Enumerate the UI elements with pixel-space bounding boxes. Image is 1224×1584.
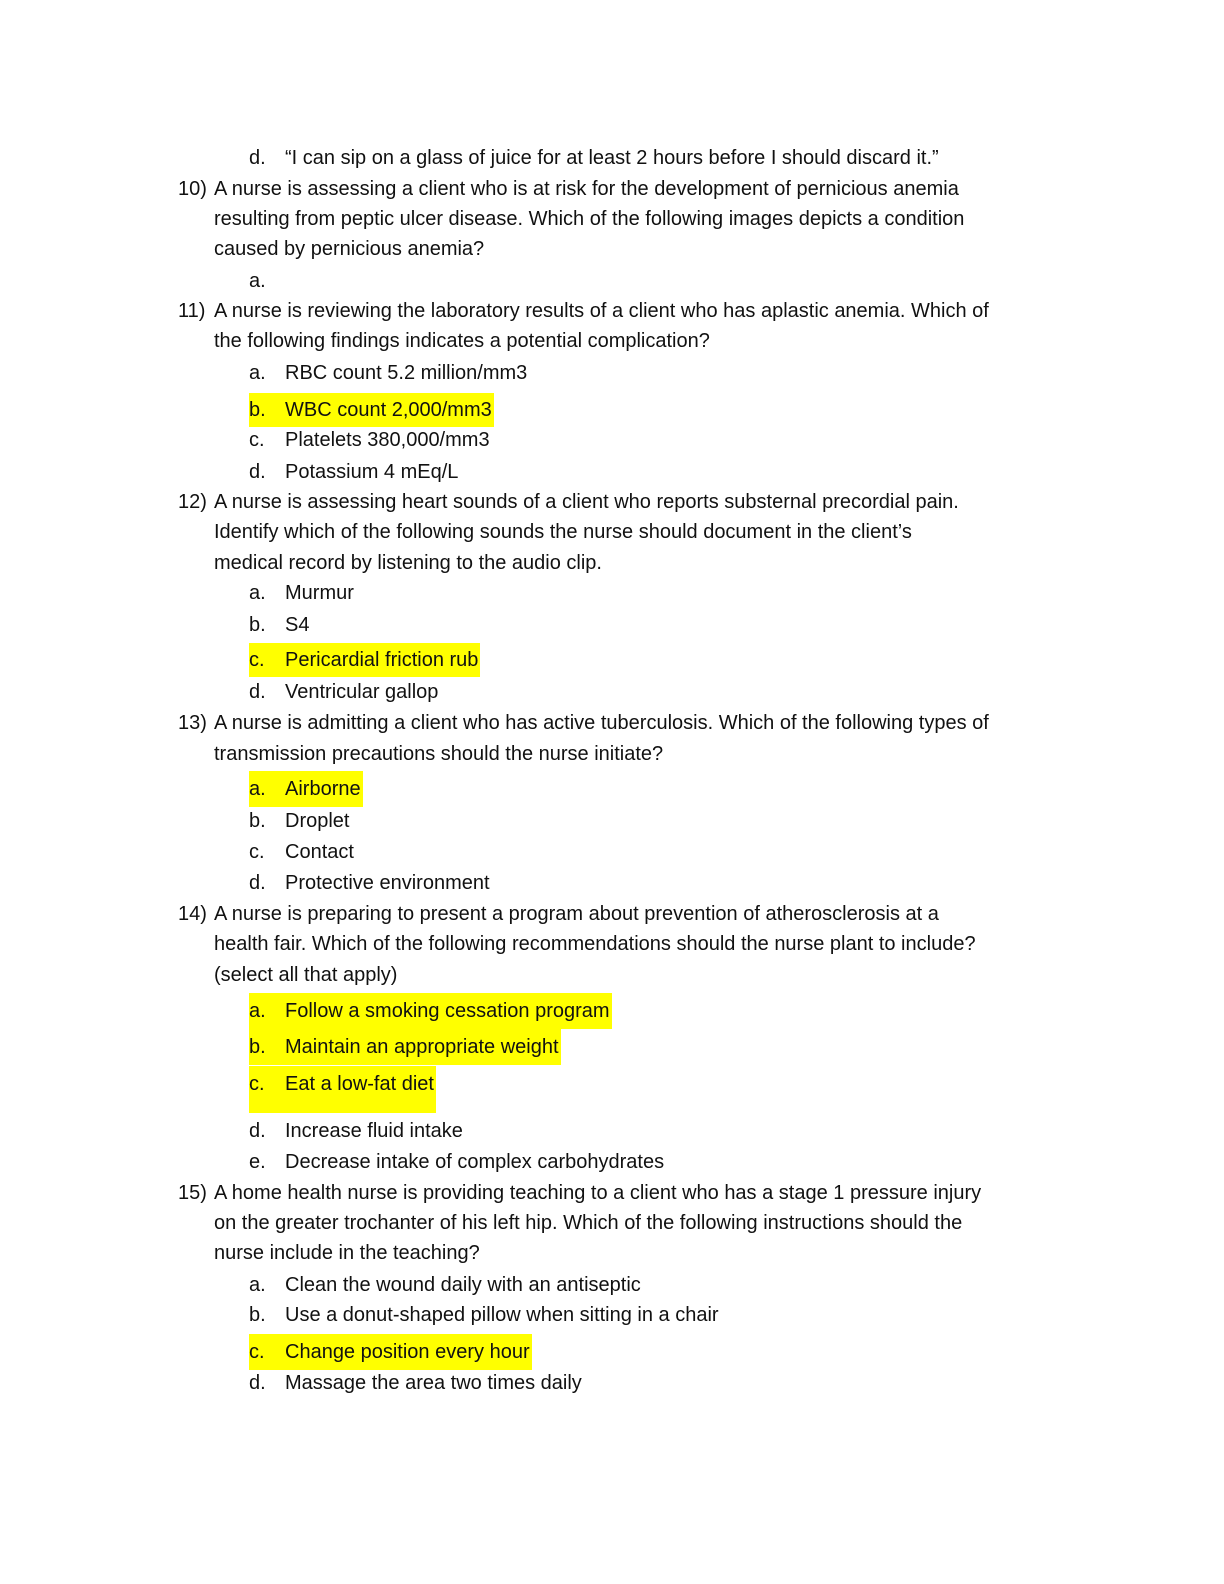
option-b: b. Use a donut-shaped pillow when sitting in a chair — [249, 1304, 719, 1326]
question-text: A home health nurse is providing teaching to a client who has a stage 1 pressure injury — [214, 1182, 982, 1204]
question-text: on the greater trochanter of his left hip. Which of the following instructions should the — [214, 1212, 963, 1234]
question-text: health fair. Which of the following recommendations should the nurse plant to include? — [214, 933, 976, 955]
option-a: a. — [249, 270, 266, 292]
question-text: A nurse is assessing a client who is at risk for the development of pernicious anemia — [214, 178, 959, 200]
option-b-highlighted: b. WBC count 2,000/mm3 — [249, 393, 494, 427]
option-a: a. Murmur — [249, 582, 354, 604]
option-d: d. Increase fluid intake — [249, 1120, 463, 1142]
question-text: A nurse is reviewing the laboratory results of a client who has aplastic anemia. Which of — [214, 300, 989, 322]
question-text: nurse include in the teaching? — [214, 1242, 480, 1264]
question-text: A nurse is preparing to present a program about prevention of atherosclerosis at a — [214, 903, 939, 925]
option-a-highlighted: a. Airborne — [249, 771, 363, 807]
question-number: 15) — [178, 1182, 207, 1204]
question-text: transmission precautions should the nurse initiate? — [214, 743, 664, 765]
option-c-highlighted: c. Eat a low-fat diet — [249, 1066, 436, 1113]
option-c: c. Platelets 380,000/mm3 — [249, 429, 490, 451]
option-c-highlighted: c. Pericardial friction rub — [249, 643, 480, 677]
question-number: 13) — [178, 712, 207, 734]
question-text: resulting from peptic ulcer disease. Which of the following images depicts a condition — [214, 208, 965, 230]
option-d: d. Protective environment — [249, 872, 490, 894]
question-text: caused by pernicious anemia? — [214, 238, 485, 260]
option-a: a. Clean the wound daily with an antiseptic — [249, 1274, 641, 1296]
question-text: (select all that apply) — [214, 964, 398, 986]
question-text: medical record by listening to the audio clip. — [214, 552, 602, 574]
option-b: b. S4 — [249, 614, 310, 636]
question-number: 11) — [178, 300, 206, 322]
option-c: c. Contact — [249, 841, 354, 863]
option-b-highlighted: b. Maintain an appropriate weight — [249, 1029, 561, 1065]
option-d: d. Ventricular gallop — [249, 681, 439, 703]
question-number: 14) — [178, 903, 207, 925]
question-text: Identify which of the following sounds the nurse should document in the client’s — [214, 521, 912, 543]
option-e: e. Decrease intake of complex carbohydrates — [249, 1151, 665, 1173]
question-text: A nurse is assessing heart sounds of a client who reports substernal precordial pain. — [214, 491, 959, 513]
option-a-highlighted: a. Follow a smoking cessation program — [249, 993, 612, 1029]
option-d: d. Massage the area two times daily — [249, 1372, 582, 1394]
option-b: b. Droplet — [249, 810, 350, 832]
question-number: 10) — [178, 178, 207, 200]
option-d-prev: d. “I can sip on a glass of juice for at least 2 hours before I should discard it.” — [249, 147, 939, 169]
option-d: d. Potassium 4 mEq/L — [249, 461, 459, 483]
question-text: A nurse is admitting a client who has active tuberculosis. Which of the following types of — [214, 712, 989, 734]
option-a: a. RBC count 5.2 million/mm3 — [249, 362, 528, 384]
question-number: 12) — [178, 491, 207, 513]
option-c-highlighted: c. Change position every hour — [249, 1334, 532, 1370]
question-text: the following findings indicates a potential complication? — [214, 330, 710, 352]
